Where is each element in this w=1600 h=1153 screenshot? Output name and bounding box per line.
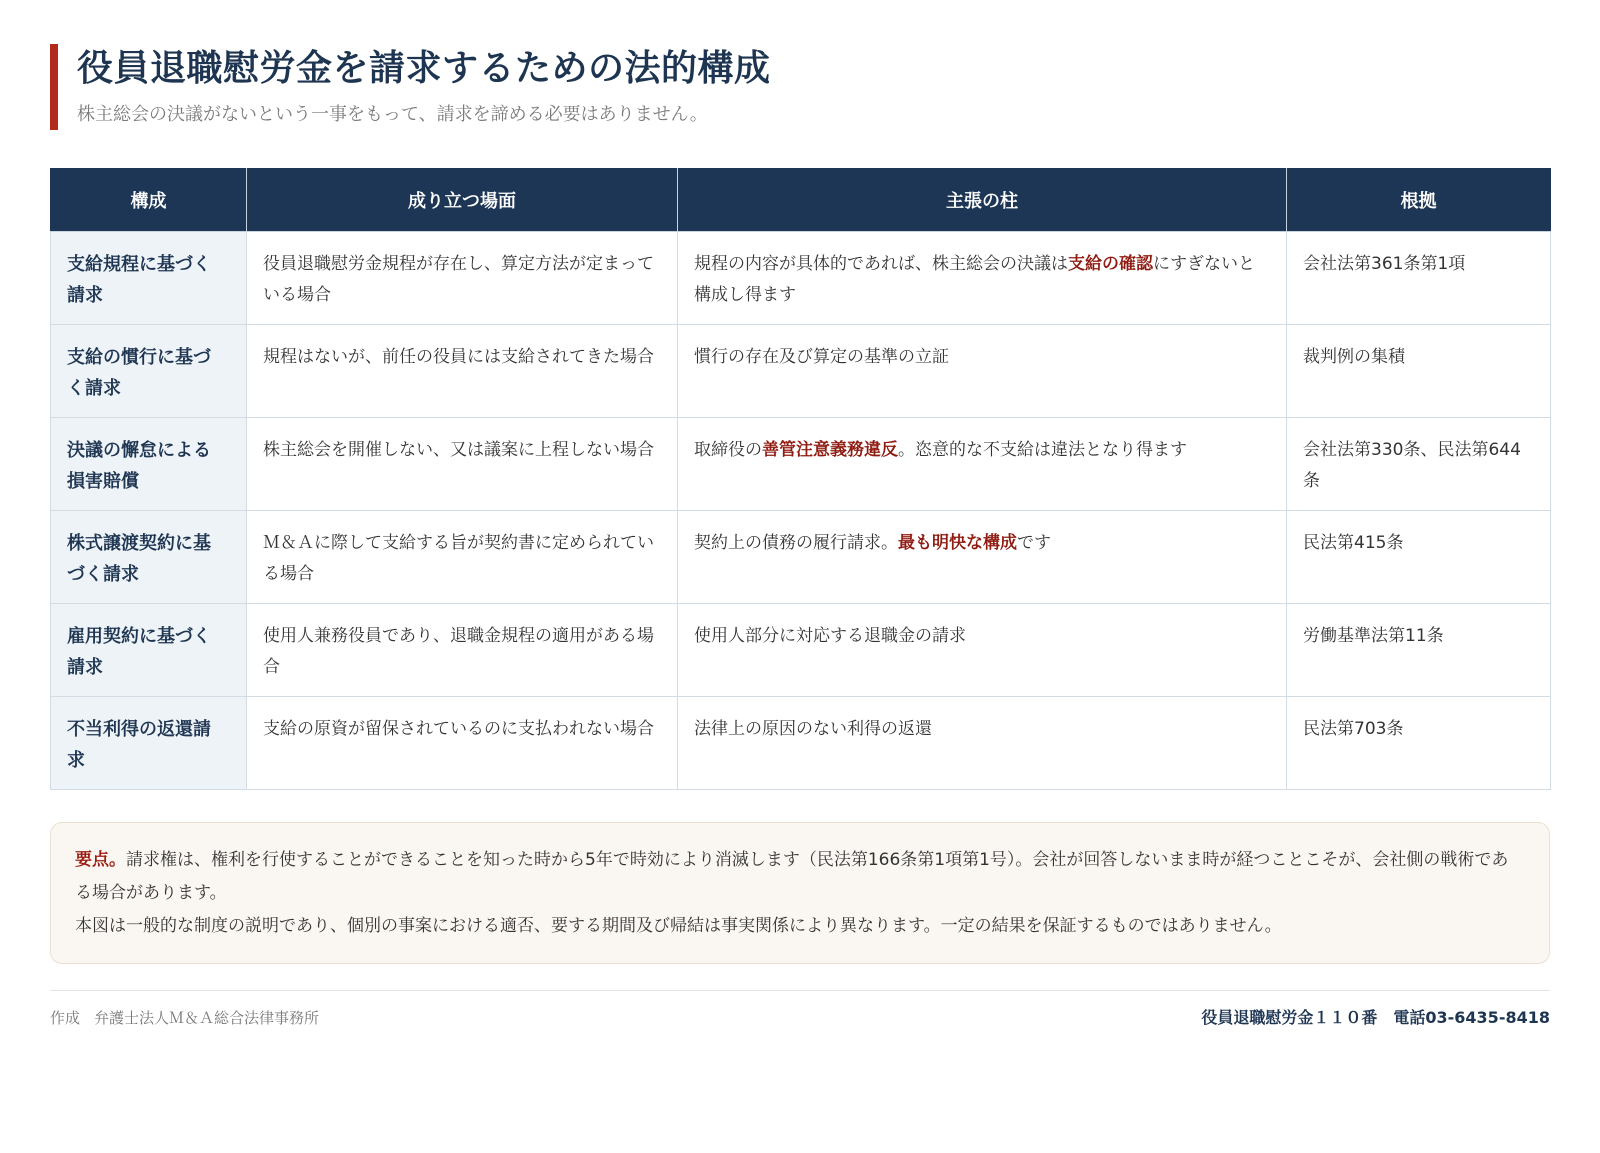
claim-text: 取締役の	[694, 440, 762, 460]
row-structure-name: 支給の慣行に基づく請求	[51, 325, 247, 418]
claim-text: 法律上の原因のない利得の返還	[694, 719, 932, 739]
row-basis: 裁判例の集積	[1287, 325, 1551, 418]
row-basis: 労働基準法第11条	[1287, 604, 1551, 697]
claim-text: 使用人部分に対応する退職金の請求	[694, 626, 966, 646]
table-row	[51, 511, 1551, 604]
page-title: 役員退職慰労金を請求するための法的構成	[77, 48, 771, 89]
row-scene: 使用人兼務役員であり、退職金規程の適用がある場合	[247, 604, 678, 697]
row-scene: 支給の原資が留保されているのに支払われない場合	[247, 697, 678, 790]
note-paragraph	[75, 844, 1525, 910]
row-claim	[678, 604, 1287, 697]
legal-structures-table	[50, 168, 1551, 790]
claim-emphasis: 善管注意義務違反	[762, 440, 898, 460]
row-claim	[678, 232, 1287, 325]
column-header-claim: 主張の柱	[678, 169, 1287, 232]
claim-emphasis: 支給の確認	[1068, 254, 1153, 274]
row-claim	[678, 418, 1287, 511]
note-key-label: 要点。	[75, 850, 126, 870]
table-row	[51, 418, 1551, 511]
key-point-note	[50, 822, 1550, 964]
column-header-scene: 成り立つ場面	[247, 169, 678, 232]
service-name: 役員退職慰労金１１０番	[1201, 1008, 1378, 1027]
row-basis: 会社法第361条第1項	[1287, 232, 1551, 325]
row-structure-name: 決議の懈怠による損害賠償	[51, 418, 247, 511]
row-structure-name: 株式譲渡契約に基づく請求	[51, 511, 247, 604]
footer-contact	[1201, 1006, 1550, 1030]
table-row	[51, 325, 1551, 418]
row-claim	[678, 325, 1287, 418]
page-header	[50, 44, 1550, 130]
row-scene: Ｍ＆Ａに際して支給する旨が契約書に定められている場合	[247, 511, 678, 604]
disclaimer-paragraph: 本図は一般的な制度の説明であり、個別の事案における適否、要する期間及び帰結は事実関係により異なります。一定の結果を保証するものではありません。	[75, 916, 1282, 936]
claim-text: にすぎないと構成し得ます	[694, 254, 1255, 305]
claim-text: 。恣意的な不支給は違法となり得ます	[898, 440, 1187, 460]
row-claim	[678, 511, 1287, 604]
footer-credit	[50, 1006, 319, 1030]
row-claim	[678, 697, 1287, 790]
row-structure-name: 雇用契約に基づく請求	[51, 604, 247, 697]
table-row	[51, 697, 1551, 790]
table-row	[51, 232, 1551, 325]
accent-bar	[50, 44, 58, 130]
footer-divider	[50, 990, 1550, 991]
table-header-row	[51, 169, 1551, 232]
claim-text: 契約上の債務の履行請求。	[694, 533, 898, 553]
row-scene: 株主総会を開催しない、又は議案に上程しない場合	[247, 418, 678, 511]
claim-text: 規程の内容が具体的であれば、株主総会の決議は	[694, 254, 1068, 274]
row-structure-name: 不当利得の返還請求	[51, 697, 247, 790]
row-basis: 民法第703条	[1287, 697, 1551, 790]
row-scene: 役員退職慰労金規程が存在し、算定方法が定まっている場合	[247, 232, 678, 325]
row-scene: 規程はないが、前任の役員には支給されてきた場合	[247, 325, 678, 418]
table-row	[51, 604, 1551, 697]
column-header-structure: 構成	[51, 169, 247, 232]
credit-label: 作成	[50, 1009, 81, 1027]
column-header-basis: 根拠	[1287, 169, 1551, 232]
claim-emphasis: 最も明快な構成	[898, 533, 1017, 553]
row-basis: 民法第415条	[1287, 511, 1551, 604]
claim-text: です	[1017, 533, 1051, 553]
row-basis: 会社法第330条、民法第644条	[1287, 418, 1551, 511]
page-subtitle: 株主総会の決議がないという一事をもって、請求を諦める必要はありません。	[77, 104, 708, 125]
claim-text: 慣行の存在及び算定の基準の立証	[694, 347, 949, 367]
note-text: 請求権は、権利を行使することができることを知った時から5年で時効により消滅します（民法第166条第1項第1号）。会社が回答しないまま時が経つことこそが、会社側の戦術である場合があります。	[75, 850, 1509, 903]
page	[50, 44, 1550, 1027]
row-structure-name: 支給規程に基づく請求	[51, 232, 247, 325]
phone-number: 電話03-6435-8418	[1393, 1008, 1550, 1027]
credit-name: 弁護士法人Ｍ＆Ａ総合法律事務所	[94, 1009, 320, 1027]
